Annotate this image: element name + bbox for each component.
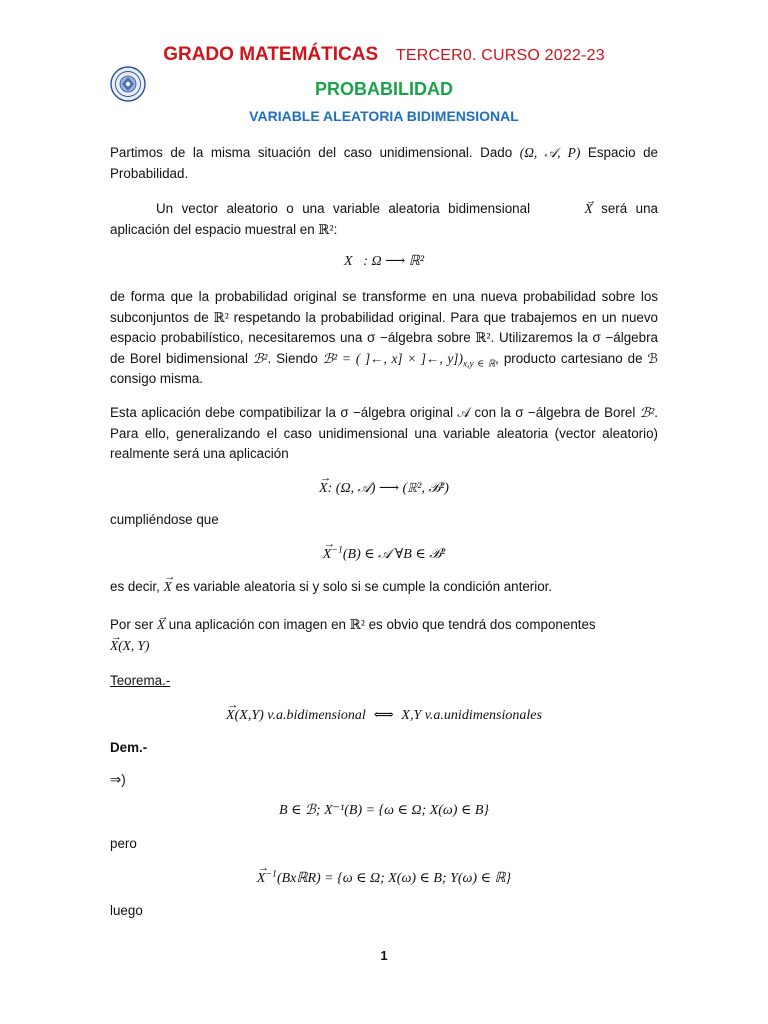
probability-space-math: (Ω, 𝒜, P): [519, 145, 581, 160]
paragraph-es-decir: es decir, → X es variable aleatoria si y solo si se cumple la condición anterior.: [110, 579, 658, 595]
paragraph-borel-sigma-algebra: de forma que la probabilidad original se transforme en una nueva probabilidad sobre los subconjuntos de ℝ² respetando la probabilidad original. Para que trabajemos en un nuevo espacio probabilístico, necesitaremos una σ −álgebra sobre ℝ². Utilizaremos la σ −álgebra de Borel bidimensional ℬ². Siendo ℬ² = ( ]←, x] × ]←, $y])_{x,y \in ℝ}$, producto cartesiano de ℬ consigo misma.: [110, 289, 658, 386]
equation-preimage-condition: → $X^{-1}(B)$ ∈ 𝒜 ∀B ∈ ℬ²: [110, 545, 658, 563]
section-title: VARIABLE ALEATORIA BIDIMENSIONAL: [249, 108, 519, 124]
equation-preimage-product: → $X^{-1}(BxℝR) = \{\omega$ ∈ Ω; X(ω) ∈ B; Y(ω) ∈ ℝ}: [110, 869, 658, 887]
r2-math: ℝ²: [318, 221, 334, 237]
equation-measurable-map: → X: (Ω, 𝒜) ⟶ (ℝ², ℬ²): [110, 479, 658, 497]
degree-title: GRADO MATEMÁTICAS: [163, 44, 379, 65]
text-pero: pero: [110, 836, 137, 851]
paragraph-compatibility: Esta aplicación debe compatibilizar la σ −álgebra original 𝒜 con la σ −álgebra de Borel ℬ². Para ello, generalizando el caso unidimensional una variable aleatoria (vector aleatorio) realmente será una aplicación: [110, 405, 658, 461]
paragraph-vector-definition: Un vector aleatorio o una variable aleatoria bidimensional → X será una aplicación del espacio muestral en ℝ²:: [110, 199, 658, 240]
page-number: 1: [380, 948, 388, 963]
text-cumpliendose: cumpliéndose que: [110, 512, 219, 527]
text-luego: luego: [110, 903, 143, 918]
vector-x-math: → X: [539, 199, 593, 220]
theorem-label: Teorema.-: [110, 673, 171, 688]
borel-generator-math: ( ]←, x] × ]←, y]): [355, 350, 463, 366]
subject-title: PROBABILIDAD: [315, 79, 453, 99]
paragraph-intro: Partimos de la misma situación del caso unidimensional. Dado (Ω, 𝒜, P) Espacio de Probabilidad.: [110, 145, 659, 181]
equation-preimage-x: B ∈ ℬ; X⁻¹(B) = {ω ∈ Ω; X(ω) ∈ B}: [279, 803, 489, 818]
paragraph-components: Por ser → X una aplicación con imagen en ℝ² es obvio que tendrá dos componentes → X(X, Y): [110, 615, 658, 656]
equation-mapping: X⃗: Ω ⟶ ℝ²: [343, 254, 425, 269]
document-header: [0, 44, 768, 66]
implies-direction: ⇒): [110, 772, 126, 787]
proof-label: Dem.-: [110, 740, 148, 755]
theorem-statement: → X(X,Y) v.a.bidimensional ⟺ X,Y v.a.unidimensionales: [110, 706, 658, 724]
course-title: TERCER0. CURSO 2022-23: [395, 47, 605, 64]
